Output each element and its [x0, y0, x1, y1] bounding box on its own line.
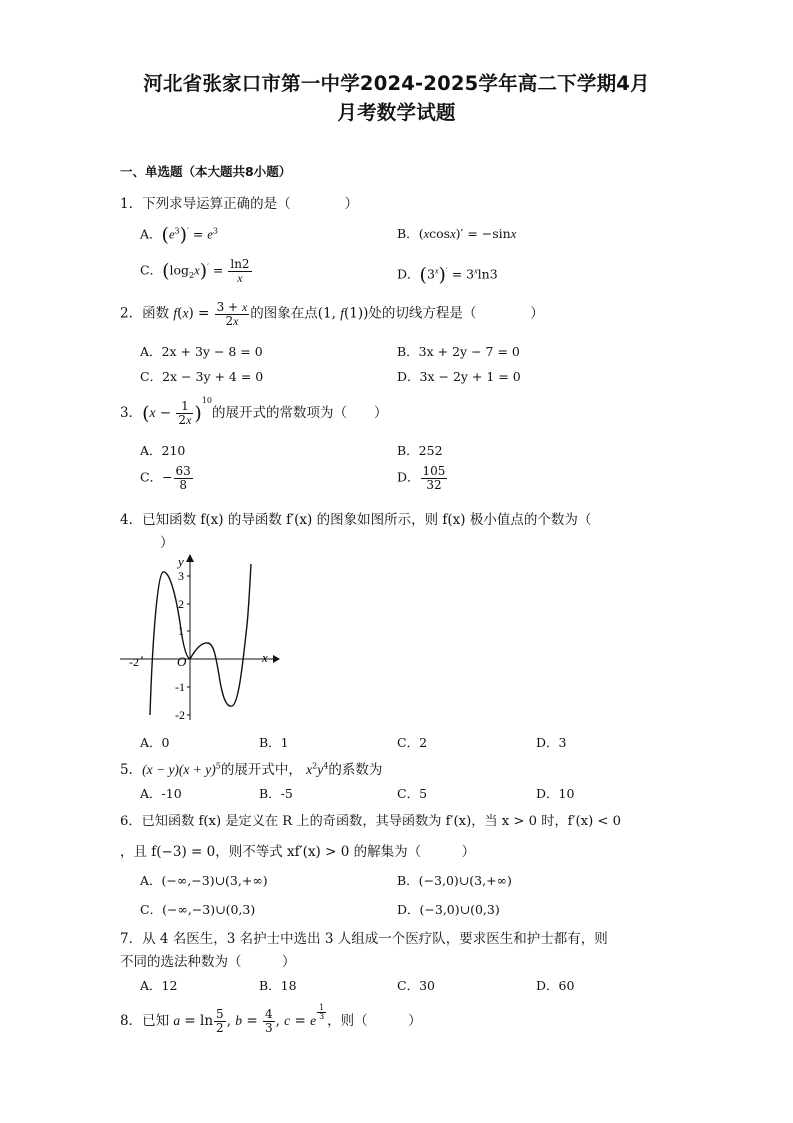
q5-option-d: D．10 [536, 786, 575, 801]
derivative-curve [150, 564, 251, 715]
question-6-stem-line-1: 6．已知函数 f(x) 是定义在 R 上的奇函数，其导函数为 f′(x)，当 x > 0 时，f′(x) < 0 [120, 814, 622, 829]
question-7-stem-line-2: 不同的选法种数为（ ） [120, 954, 296, 970]
x-tick-neg-2: -2 [129, 655, 139, 669]
question-3-stem: 3．(x − $\frac{1}{2x}$ )$^{10}$的展开式的常数项为（ ） [120, 396, 388, 427]
origin-label: O [177, 654, 187, 669]
y-axis-arrow [186, 554, 194, 562]
q1-option-b: B．(xcosx)′ = −sinx [397, 226, 517, 241]
q7-option-a: A．12 [140, 978, 178, 993]
q2-option-c: C．2x − 3y + 4 = 0 [140, 369, 264, 384]
q6-option-d: D．(−3,0)∪(0,3) [397, 902, 500, 917]
derivative-graph [115, 550, 285, 725]
q5-option-b: B．-5 [259, 786, 293, 801]
q5-option-c: C．5 [397, 786, 428, 801]
page-title-line-1: 河北省张家口市第一中学2024-2025学年高二下学期4月 [143, 72, 650, 95]
q6-option-a: A．(−∞,−3)∪(3,+∞) [140, 873, 268, 888]
question-2-stem: 2．函数 f(x) = $\frac{3 + x}{2x}$ 的图象在点(1, f(1))处的切线方程是（ ） [120, 300, 544, 328]
q3-option-a: A．210 [140, 443, 186, 458]
q7-option-b: B．18 [259, 978, 297, 993]
q6-option-b: B．(−3,0)∪(3,+∞) [397, 873, 512, 888]
q4-option-a: A．0 [140, 735, 170, 750]
question-1-stem: 1．下列求导运算正确的是（ ） [120, 196, 359, 212]
question-4-stem-line-2: ） [160, 535, 174, 551]
q3-option-c: C．− $\frac{63}{8}$ [140, 464, 191, 492]
q3-option-b: B．252 [397, 443, 443, 458]
q2-option-b: B．3x + 2y − 7 = 0 [397, 344, 520, 359]
q4-option-b: B．1 [259, 735, 289, 750]
question-8-stem: 8．已知 a = ln $\frac{5}{2}$ , b = $\frac{4}{3}$ , c = e $^{\frac{1}{3}}$ ，则（ ） [120, 1003, 422, 1035]
question-6-stem-line-2: ，且 f(−3) = 0，则不等式 xf′(x) > 0 的解集为（ ） [120, 844, 476, 860]
x-axis-arrow [273, 655, 280, 663]
page-title-line-2: 月考数学试题 [337, 101, 456, 124]
q1-option-a: A．$(e^3)' = e^3$ [140, 224, 218, 246]
y-tick-3: 3 [178, 569, 184, 583]
q4-option-d: D．3 [536, 735, 567, 750]
y-tick-neg-2: -2 [175, 708, 185, 722]
question-7-stem-line-1: 7．从 4 名医生，3 名护士中选出 3 人组成一个医疗队，要求医生和护士都有，则 [120, 931, 608, 947]
q2-option-a: A．2x + 3y − 8 = 0 [140, 344, 263, 359]
x-axis-label: x [262, 650, 268, 665]
y-axis-label: y [178, 554, 184, 569]
q1-option-d: D．$(3^x)' = 3^x\ln 3$ [397, 264, 498, 286]
q1-option-c: C．$(\log_2x)'$ = $\frac{\ln 2}{x}$ [140, 257, 250, 285]
y-tick-1: 1 [178, 624, 184, 638]
q7-option-d: D．60 [536, 978, 575, 993]
q6-option-c: C．(−∞,−3)∪(0,3) [140, 902, 256, 917]
question-5-stem: 5．$(x - y)(x + y)^5$的展开式中， $x^2y^4$的系数为 [120, 761, 383, 778]
section-heading: 一、单选题（本大题共8小题） [120, 164, 292, 179]
y-tick-neg-1: -1 [175, 680, 185, 694]
q3-option-d: D． $\frac{105}{32}$ [397, 464, 446, 492]
question-4-stem-line-1: 4．已知函数 f(x) 的导函数 f′(x) 的图象如图所示，则 f(x) 极小值点的个数为（ [120, 512, 592, 528]
q2-option-d: D．3x − 2y + 1 = 0 [397, 369, 521, 384]
q4-option-c: C．2 [397, 735, 428, 750]
q7-option-c: C．30 [397, 978, 435, 993]
y-tick-2: 2 [178, 597, 184, 611]
q5-option-a: A．-10 [140, 786, 182, 801]
